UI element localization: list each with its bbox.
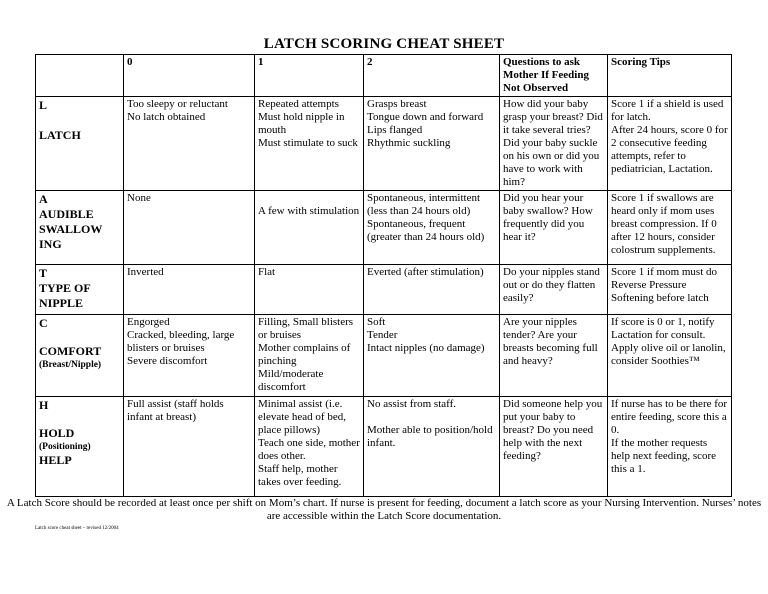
score-1-line: Must stimulate to suck (258, 137, 358, 149)
score-0-line: Severe discomfort (127, 355, 208, 367)
header-score-2: 2 (364, 55, 500, 97)
header-scoring-tips: Scoring Tips (608, 55, 732, 97)
category-name: COMFORT (39, 344, 102, 358)
question-cell: Did someone help you put your baby to breast? Do you need help with the next feeding? (500, 397, 608, 497)
category-name: NIPPLE (39, 296, 84, 310)
footer-note: A Latch Score should be recorded at least once per shift on Mom’s chart. If nurse is present for feeding, document a latch score as your Nursing Intervention. Nurses’ notes are accessible within the Latch Score documentation. (6, 497, 762, 522)
score-0-cell (124, 397, 255, 497)
score-1-cell (255, 315, 364, 397)
score-2-line: No assist from staff. (367, 398, 457, 410)
category-name: ING (39, 237, 62, 251)
category-cell (36, 191, 124, 265)
score-1-cell (255, 191, 364, 265)
tip-line: Score 1 if a shield is used for latch. (611, 98, 724, 123)
score-2-spacer (367, 411, 496, 424)
score-2-cell (364, 191, 500, 265)
score-1-line: Must hold nipple in mouth (258, 111, 345, 136)
tip-line: If score is 0 or 1, notify Lactation for consult. Apply olive oil or lanolin, consider Soothies™ (611, 316, 726, 367)
table-row (36, 265, 732, 315)
score-2-line: Spontaneous, frequent (greater than 24 hours old) (367, 218, 485, 243)
header-row (36, 55, 732, 97)
score-0-cell (124, 315, 255, 397)
score-0-line: Too sleepy or reluctant (127, 98, 228, 110)
category-name: HELP (39, 453, 72, 467)
score-0-line: No latch obtained (127, 111, 206, 123)
tip-line: Score 1 if swallows are heard only if mom uses breast compression. If 0 after 12 hours, consider colostrum supplements. (611, 192, 717, 256)
score-2-line: Grasps breast (367, 98, 427, 110)
score-1-line: Mild/moderate discomfort (258, 368, 324, 393)
table-row (36, 397, 732, 497)
header-score-0: 0 (124, 55, 255, 97)
score-1-line: Repeated attempts (258, 98, 339, 110)
score-0-line: Full assist (staff holds infant at breast) (127, 398, 224, 423)
tip-cell (608, 315, 732, 397)
score-2-line: Spontaneous, intermittent (less than 24 hours old) (367, 192, 481, 217)
score-0-line: Inverted (127, 266, 164, 278)
question-cell: How did your baby grasp your breast? Did it take several tries? Did your baby suckle on his own or did you have to work with him? (500, 97, 608, 191)
score-2-cell (364, 397, 500, 497)
header-category (36, 55, 124, 97)
category-name: SWALLOW (39, 222, 103, 236)
category-spacer (39, 413, 120, 426)
score-2-cell (364, 315, 500, 397)
score-0-cell (124, 191, 255, 265)
score-0-cell (124, 265, 255, 315)
category-subtitle: (Positioning) (39, 442, 91, 452)
category-cell (36, 315, 124, 397)
score-2-line: Tender (367, 329, 398, 341)
score-2-line: Rhythmic suckling (367, 137, 451, 149)
score-1-spacer (258, 192, 360, 205)
tip-cell (608, 191, 732, 265)
score-2-cell (364, 265, 500, 315)
category-letter: T (39, 266, 48, 280)
score-1-line: Filling, Small blisters or bruises (258, 316, 354, 341)
page-title: LATCH SCORING CHEAT SHEET (263, 36, 505, 52)
tip-line: If the mother requests help next feeding, score this a 1. (611, 437, 717, 475)
score-1-cell (255, 265, 364, 315)
question-cell: Did you hear your baby swallow? How frequently did you hear it? (500, 191, 608, 265)
score-2-line: Soft (367, 316, 386, 328)
score-2-line: Intact nipples (no damage) (367, 342, 485, 354)
question-cell: Do your nipples stand out or do they flatten easily? (500, 265, 608, 315)
category-name: TYPE OF (39, 281, 91, 295)
tip-cell (608, 97, 732, 191)
category-name: LATCH (39, 128, 81, 142)
category-letter: H (39, 398, 49, 412)
category-name: AUDIBLE (39, 207, 94, 221)
category-cell (36, 265, 124, 315)
tip-line: Score 1 if mom must do Reverse Pressure Softening before latch (611, 266, 718, 304)
tip-cell (608, 265, 732, 315)
category-letter: A (39, 192, 48, 206)
score-1-line: Teach one side, mother does other. (258, 437, 360, 462)
header-score-1: 1 (255, 55, 364, 97)
score-1-line: Staff help, mother takes over feeding. (258, 463, 342, 488)
latch-scoring-table (35, 54, 732, 497)
category-subtitle: (Breast/Nipple) (39, 360, 102, 370)
score-1-cell (255, 97, 364, 191)
category-letter: C (39, 316, 48, 330)
score-2-line: Tongue down and forward (367, 111, 484, 123)
score-1-cell (255, 397, 364, 497)
table-row (36, 315, 732, 397)
score-2-line: Mother able to position/hold infant. (367, 424, 493, 449)
question-cell: Are your nipples tender? Are your breasts becoming full and heavy? (500, 315, 608, 397)
category-cell (36, 397, 124, 497)
tip-line: After 24 hours, score 0 for 2 consecutive feeding attempts, refer to pediatrician, Lactation. (611, 124, 728, 175)
table-row (36, 191, 732, 265)
score-2-line: Everted (after stimulation) (367, 266, 484, 278)
header-questions: Questions to ask Mother If Feeding Not Observed (500, 55, 608, 97)
score-2-line: Lips flanged (367, 124, 423, 136)
score-1-line: Minimal assist (i.e. elevate head of bed, place pillows) (258, 398, 346, 436)
score-1-line: Mother complains of pinching (258, 342, 351, 367)
category-letter: L (39, 98, 48, 112)
category-spacer (39, 113, 120, 128)
tip-cell (608, 397, 732, 497)
score-0-line: None (127, 192, 151, 204)
score-0-line: Engorged (127, 316, 170, 328)
category-name: HOLD (39, 426, 75, 440)
category-spacer (39, 331, 120, 344)
score-1-line: Flat (258, 266, 276, 278)
tip-line: If nurse has to be there for entire feeding, score this a 0. (611, 398, 728, 436)
score-0-line: Cracked, bleeding, large blisters or bruises (127, 329, 235, 354)
score-2-cell (364, 97, 500, 191)
score-1-line: A few with stimulation (258, 205, 360, 217)
revision-footnote: Latch score cheat sheet – revised 12/2004 (35, 526, 119, 531)
table-row (36, 97, 732, 191)
score-0-cell (124, 97, 255, 191)
category-cell (36, 97, 124, 191)
